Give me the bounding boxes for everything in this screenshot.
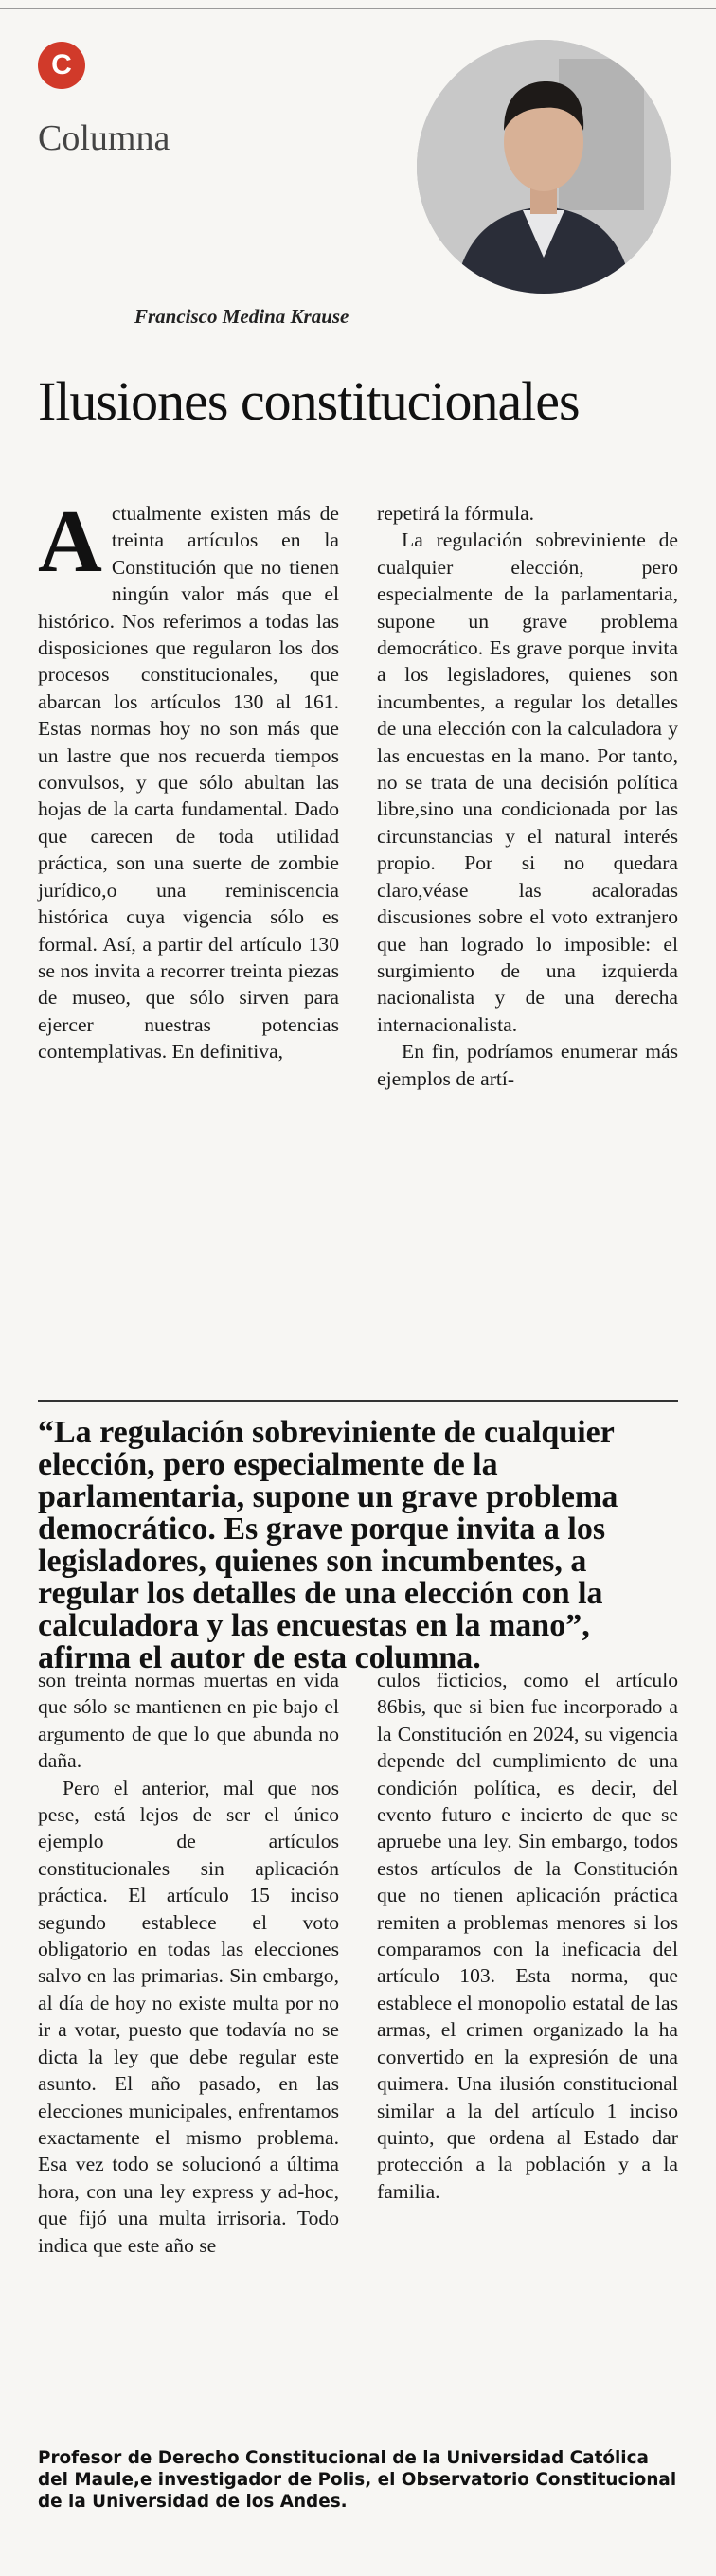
body-column-1 (38, 1667, 339, 2406)
top-rule (0, 8, 716, 9)
body-paragraph: repetirá la fórmula. (377, 502, 535, 525)
article-body-bottom (38, 1667, 678, 2406)
body-paragraph: son treinta normas muertas en vida que sólo se mantienen en pie bajo el argumento de que lo que abunda no daña. (38, 1669, 339, 1773)
body-paragraph: En fin, podríamos enumerar más ejemplos de artí- (377, 1040, 678, 1090)
article-body-top (38, 492, 678, 1381)
body-column-2 (377, 1667, 678, 2406)
body-paragraph: La regulación sobreviniente de cualquier elección, pero especialmente de la parlamentaria, supone un grave problema democrático. Es grave porque invita a los legisladores, quienes son incumbentes, a regular los detalles de una elección con la calculadora y las encuestas en la mano. Por tanto, no se trata de una decisión política libre,sino una condicionada por las circunstancias y el natural interés propio. Por si no quedara claro,véase las acaloradas discusiones sobre el voto extranjero que han logrado lo imposible: el surgimiento de una izquierda nacionalista y de una derecha internacionalista. (377, 528, 678, 1036)
article-headline: Ilusiones constitucionales (38, 370, 580, 432)
section-name: Columna (38, 118, 170, 158)
body-paragraph: culos ficticios, como el artículo 86bis, que si bien fue incorporado a la Constitución en 2024, su vigencia depende del cumplimiento de una condición política, es decir, del evento futuro e incierto de que se apruebe una ley. Sin embargo, todos estos artículos de la Constitución que no tienen aplicación práctica remiten a problemas menores si los comparamos con la ineficacia del artículo 103. Esta norma, que establece el monopolio estatal de las armas, el crimen organizado la ha convertido en la expresión de una quimera. Una ilusión constitucional similar a la del artículo 1 inciso quinto, que ordena al Estado dar protección a la población y a la familia. (377, 1669, 678, 2203)
author-portrait-photo (417, 40, 671, 294)
pull-quote: “La regulación sobreviniente de cualquier elección, pero especialmente de la parlamentaria, supone un grave problema democrático. Es grave porque invita a los legisladores, quienes son incumbentes, a regular los detalles de una elección con la calculadora y las encuestas en la mano”, afirma el autor de esta columna. (38, 1400, 678, 1674)
author-byline: Francisco Medina Krause (134, 305, 349, 328)
paragraph-text: ctualmente existen más de treinta artículos en la Constitución que no tienen ningún valor más que el histórico. Nos referimos a todas las disposiciones que regularon los dos procesos constitucionales, que abarcan los artículos 130 al 161. Estas normas hoy no son más que un lastre que nos recuerda tiempos convulsos, y que sólo abultan las hojas de la carta fundamental. Dado que carecen de toda utilidad práctica, son una suerte de zombie jurídico,o una reminiscencia histórica cuya vigencia sólo es formal. Así, a partir del artículo 130 se nos invita a recorrer treinta piezas de museo, que sólo sirven para ejercer nuestras potencias contemplativas. En definitiva, (38, 502, 339, 1064)
author-bio: Profesor de Derecho Constitucional de la Universidad Católica del Maule,e investigador de Polis, el Observatorio Constitucional de la Universidad de los Andes. (38, 2448, 677, 2512)
body-paragraph (38, 492, 339, 1065)
portrait-illustration (417, 40, 671, 294)
drop-cap: A (38, 492, 102, 591)
body-column-2 (377, 500, 678, 1381)
body-column-1 (38, 492, 339, 1381)
body-paragraph: Pero el anterior, mal que nos pese, está lejos de ser el único ejemplo de artículos constitucionales sin aplicación práctica. El artículo 15 inciso segundo establece el voto obligatorio en todas las elecciones salvo en las primarias. Sin embargo, al día de hoy no existe multa por no ir a votar, puesto que todavía no se dicta la ley que debe regular este asunto. El año pasado, en las elecciones municipales, enfrentamos exactamente el mismo problema. Esa vez todo se solucionó a última hora, con una ley express y ad-hoc, que fijó una multa irrisoria. Todo indica que este año se (38, 1776, 339, 2257)
section-badge: C (38, 42, 85, 89)
